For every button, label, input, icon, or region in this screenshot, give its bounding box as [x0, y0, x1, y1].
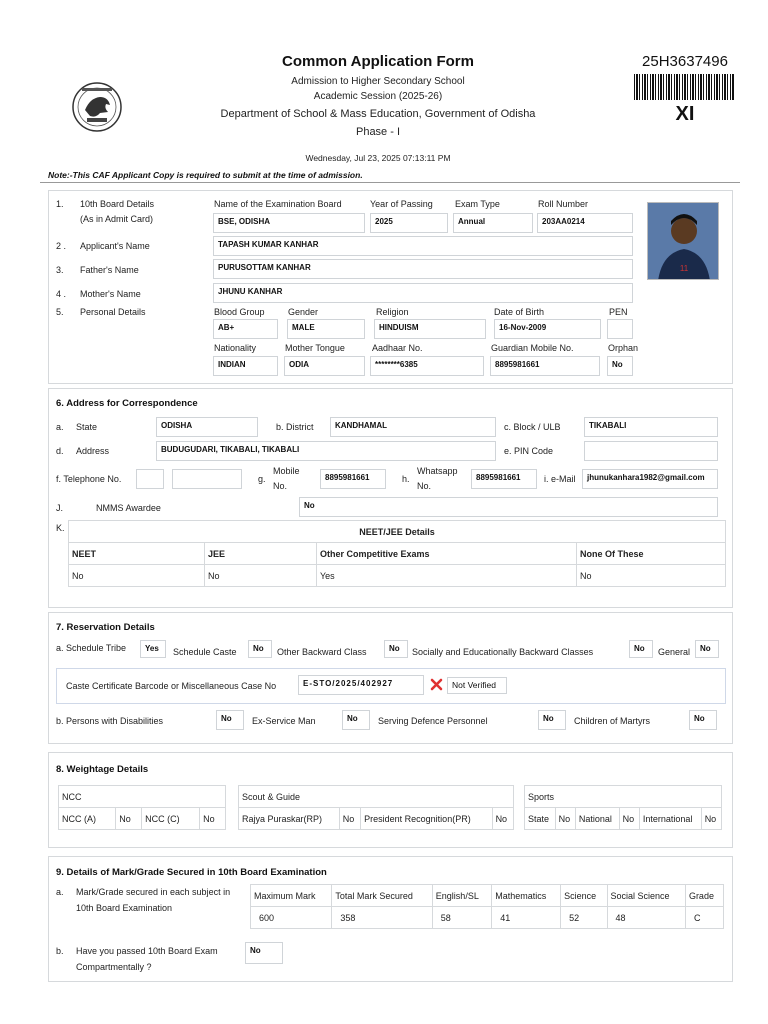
reservation-section-title: 7. Reservation Details — [56, 622, 155, 633]
year-header: Year of Passing — [370, 199, 433, 209]
neet-header: NEET — [69, 543, 205, 565]
st-label: a. Schedule Tribe — [56, 643, 127, 653]
rp-label: Rajya Puraskar(RP) — [239, 808, 340, 830]
nationality-header: Nationality — [214, 343, 257, 353]
item-number: 3. — [56, 265, 64, 275]
state-label: State — [76, 422, 98, 432]
aadhaar-field: ********6385 — [370, 356, 484, 376]
email-label: i. e-Mail — [544, 474, 576, 484]
item-letter: h. — [402, 474, 410, 484]
address-section-title: 6. Address for Correspondence — [56, 398, 198, 409]
pin-code-label: e. PIN Code — [504, 446, 554, 456]
district-field: KANDHAMAL — [330, 417, 496, 437]
nmms-field: No — [299, 497, 718, 517]
personal-details-label: Personal Details — [80, 307, 146, 317]
compartment-label: Have you passed 10th Board Exam — [76, 946, 218, 956]
item-letter: K. — [56, 523, 65, 533]
item-number: 4 . — [56, 289, 67, 299]
nmms-label: NMMS Awardee — [96, 503, 161, 513]
timestamp: Wednesday, Jul 23, 2025 07:13:11 PM — [305, 153, 451, 163]
marks-value: 358 — [332, 907, 432, 929]
exam-type-header: Exam Type — [455, 199, 500, 209]
dob-header: Date of Birth — [494, 307, 545, 317]
marks-header: Grade — [685, 885, 723, 907]
item-letter: a. — [56, 422, 64, 432]
sdp-label: Serving Defence Personnel — [378, 716, 488, 726]
marks-header: Mathematics — [492, 885, 561, 907]
religion-header: Religion — [376, 307, 409, 317]
sdp-field: No — [538, 710, 566, 730]
general-label: General — [658, 647, 691, 657]
telephone-label: f. Telephone No. — [56, 474, 122, 484]
header-line-1: Admission to Higher Secondary School — [291, 76, 465, 87]
aadhaar-header: Aadhaar No. — [372, 343, 423, 353]
ncc-a-value: No — [116, 808, 142, 830]
sebc-label: Socially and Educationally Backward Classes — [412, 647, 594, 657]
rp-value: No — [339, 808, 360, 830]
esm-field: No — [342, 710, 370, 730]
item-number: 1. — [56, 199, 64, 209]
item-number: 5. — [56, 307, 64, 317]
year-field: 2025 — [370, 213, 448, 233]
martyrs-field: No — [689, 710, 717, 730]
scout-guide-table — [238, 785, 514, 830]
address-field: BUDUGUDARI, TIKABALI, TIKABALI — [156, 441, 496, 461]
international-label: International — [639, 808, 701, 830]
neet-jee-title: NEET/JEE Details — [69, 521, 726, 543]
gender-header: Gender — [288, 307, 319, 317]
nationality-field: INDIAN — [213, 356, 278, 376]
item-letter: d. — [56, 446, 64, 456]
whatsapp-field: 8895981661 — [471, 469, 537, 489]
government-emblem — [70, 80, 124, 136]
note-text: Note:-This CAF Applicant Copy is required to submit at the time of admission. — [48, 170, 363, 180]
pwd-field: No — [216, 710, 244, 730]
marks-value: 48 — [607, 907, 685, 929]
religion-field: HINDUISM — [374, 319, 486, 339]
divider — [40, 182, 740, 183]
mobile-label: Mobile — [273, 466, 300, 476]
obc-field: No — [384, 640, 408, 658]
obc-label: Other Backward Class — [277, 647, 367, 657]
marks-header: Total Mark Secured — [332, 885, 432, 907]
sc-label: Schedule Caste — [173, 647, 237, 657]
orphan-field: No — [607, 356, 633, 376]
ncc-a-label: NCC (A) — [59, 808, 116, 830]
mother-tongue-field: ODIA — [284, 356, 365, 376]
blood-group-header: Blood Group — [214, 307, 265, 317]
ncc-c-label: NCC (C) — [142, 808, 200, 830]
item-letter: b. — [56, 946, 64, 956]
ncc-table — [58, 785, 226, 830]
esm-label: Ex-Service Man — [252, 716, 316, 726]
mother-name-label: Mother's Name — [80, 289, 141, 299]
guardian-mobile-header: Guardian Mobile No. — [491, 343, 574, 353]
marks-header: English/SL — [432, 885, 491, 907]
dob-field: 16-Nov-2009 — [494, 319, 601, 339]
marks-header: Social Science — [607, 885, 685, 907]
pr-label: President Recognition(PR) — [361, 808, 492, 830]
form-number: 25H3637496 — [642, 53, 728, 70]
compartment-label-2: Compartmentally ? — [76, 962, 152, 972]
compartment-field: No — [245, 942, 283, 964]
applicant-photo — [647, 202, 719, 280]
blood-group-field: AB+ — [213, 319, 278, 339]
none-value: No — [577, 565, 726, 587]
svg-text:11: 11 — [679, 264, 689, 273]
whatsapp-label-2: No. — [417, 481, 432, 491]
board-name-field: BSE, ODISHA — [213, 213, 365, 233]
header-line-2: Academic Session (2025-26) — [313, 91, 443, 102]
roll-number-field: 203AA0214 — [537, 213, 633, 233]
sports-table — [524, 785, 722, 830]
item-number: 2 . — [56, 241, 67, 251]
address-label: Address — [76, 446, 110, 456]
mobile-label-2: No. — [273, 481, 288, 491]
state-label: State — [525, 808, 556, 830]
item-letter: J. — [56, 503, 64, 513]
applicant-name-label: Applicant's Name — [80, 241, 150, 251]
cross-icon — [430, 678, 443, 691]
roll-number-header: Roll Number — [538, 199, 589, 209]
sebc-field: No — [629, 640, 653, 658]
jee-header: JEE — [205, 543, 317, 565]
other-exams-value: Yes — [317, 565, 577, 587]
marks-value: 41 — [492, 907, 561, 929]
sc-field: No — [248, 640, 272, 658]
none-header: None Of These — [577, 543, 726, 565]
mobile-field: 8895981661 — [320, 469, 386, 489]
pen-field — [607, 319, 633, 339]
ncc-header: NCC — [59, 786, 226, 808]
national-label: National — [575, 808, 619, 830]
mother-name-field: JHUNU KANHAR — [213, 283, 633, 303]
martyrs-label: Children of Martyrs — [574, 716, 651, 726]
father-name-label: Father's Name — [80, 265, 139, 275]
exam-type-field: Annual — [453, 213, 533, 233]
whatsapp-label: Whatsapp — [417, 466, 458, 476]
neet-jee-table — [68, 520, 726, 587]
gender-field: MALE — [287, 319, 365, 339]
marks-header: Maximum Mark — [251, 885, 332, 907]
pen-header: PEN — [609, 307, 628, 317]
verification-status: Not Verified — [447, 677, 507, 694]
item-letter: g. — [258, 474, 266, 484]
general-field: No — [695, 640, 719, 658]
st-field: Yes — [140, 640, 166, 658]
telephone-field-1 — [136, 469, 164, 489]
scout-header: Scout & Guide — [239, 786, 514, 808]
father-name-field: PURUSOTTAM KANHAR — [213, 259, 633, 279]
orphan-header: Orphan — [608, 343, 639, 353]
marks-table — [250, 884, 724, 929]
mother-tongue-header: Mother Tongue — [285, 343, 345, 353]
international-value: No — [701, 808, 721, 830]
sports-header: Sports — [525, 786, 722, 808]
telephone-field-2 — [172, 469, 242, 489]
national-value: No — [619, 808, 639, 830]
block-label: c. Block / ULB — [504, 422, 561, 432]
barcode — [634, 74, 734, 100]
board-name-header: Name of the Examination Board — [214, 199, 342, 209]
pwd-label: b. Persons with Disabilities — [56, 716, 164, 726]
marks-label: Mark/Grade secured in each subject in — [76, 887, 231, 897]
email-field: jhunukanhara1982@gmail.com — [582, 469, 718, 489]
marks-header: Science — [561, 885, 607, 907]
header-line-3: Department of School & Mass Education, Government of Odisha — [220, 108, 536, 120]
class-label: XI — [675, 103, 695, 125]
board-details-sublabel: (As in Admit Card) — [80, 214, 154, 224]
applicant-name-field: TAPASH KUMAR KANHAR — [213, 236, 633, 256]
marks-value: 52 — [561, 907, 607, 929]
caste-certificate-label: Caste Certificate Barcode or Miscellaneous Case No — [66, 681, 277, 691]
board-details-label: 10th Board Details — [80, 199, 155, 209]
block-field: TIKABALI — [584, 417, 718, 437]
marks-label-2: 10th Board Examination — [76, 903, 173, 913]
jee-value: No — [205, 565, 317, 587]
pr-value: No — [492, 808, 513, 830]
marks-value: C — [685, 907, 723, 929]
state-value: No — [555, 808, 575, 830]
pin-code-field — [584, 441, 718, 461]
other-exams-header: Other Competitive Exams — [317, 543, 577, 565]
item-letter: a. — [56, 887, 64, 897]
marks-value: 58 — [432, 907, 491, 929]
neet-value: No — [69, 565, 205, 587]
weightage-section-title: 8. Weightage Details — [56, 764, 149, 775]
page-title: Common Application Form — [282, 53, 474, 70]
state-field: ODISHA — [156, 417, 258, 437]
marks-section-title: 9. Details of Mark/Grade Secured in 10th Board Examination — [56, 867, 327, 878]
marks-value: 600 — [251, 907, 332, 929]
district-label: b. District — [276, 422, 314, 432]
caste-certificate-field: E-STO/2025/402927 — [298, 675, 424, 695]
ncc-c-value: No — [200, 808, 226, 830]
guardian-mobile-field: 8895981661 — [490, 356, 600, 376]
header-line-4: Phase - I — [355, 126, 401, 138]
